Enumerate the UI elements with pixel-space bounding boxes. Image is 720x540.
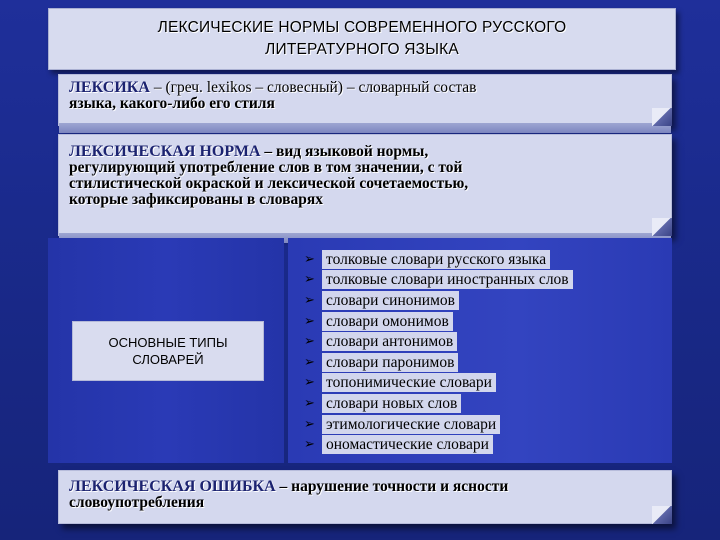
list-item: ➢ ономастические словари <box>304 434 573 455</box>
list-item: ➢ словари антонимов <box>304 331 573 352</box>
page-fold-corner <box>652 506 672 524</box>
lexical-norm-panel <box>58 134 672 236</box>
list-item: ➢ толковые словари русского языка <box>304 249 573 270</box>
list-item: ➢ словари омонимов <box>304 311 573 332</box>
lexical-error-line1: – нарушение точности и ясности <box>275 478 509 495</box>
list-item: ➢ словари новых слов <box>304 393 573 414</box>
lexical-error-definition <box>59 471 671 511</box>
lexical-norm-line1: – вид языковой нормы, <box>260 143 429 160</box>
arrow-right-icon: ➢ <box>304 354 315 370</box>
page-fold-corner <box>652 108 672 126</box>
dictionary-types-label-line1: ОСНОВНЫЕ ТИПЫ <box>108 335 228 350</box>
title-line-2: ЛИТЕРАТУРНОГО ЯЗЫКА <box>265 41 459 58</box>
lexika-def-line2: языка, какого-либо его стиля <box>69 95 275 112</box>
lexical-norm-line4: которые зафиксированы в словарях <box>69 191 323 208</box>
lexical-norm-term: ЛЕКСИЧЕСКАЯ НОРМА <box>69 143 261 160</box>
title-line-1: ЛЕКСИЧЕСКИЕ НОРМЫ СОВРЕМЕННОГО РУССКОГО <box>157 19 567 36</box>
arrow-right-icon: ➢ <box>304 334 315 350</box>
arrow-right-icon: ➢ <box>304 272 315 288</box>
lexical-error-panel <box>58 470 672 524</box>
dictionary-types-label <box>72 321 264 381</box>
list-item: ➢ этимологические словари <box>304 414 573 435</box>
list-item: ➢ толковые словари иностранных слов <box>304 270 573 291</box>
dictionary-types-label-line2: СЛОВАРЕЙ <box>132 352 204 367</box>
lexical-error-term: ЛЕКСИЧЕСКАЯ ОШИБКА <box>69 478 276 495</box>
lexical-norm-definition <box>59 135 671 208</box>
arrow-right-icon: ➢ <box>304 251 315 267</box>
lexika-definition-panel <box>58 74 672 126</box>
lexika-definition <box>59 75 671 112</box>
lexical-norm-line2: регулирующий употребление слов в том значении, с той <box>69 159 463 176</box>
arrow-right-icon: ➢ <box>304 375 315 391</box>
lexical-norm-line3: стилистической окраской и лексической сочетаемостью, <box>69 175 469 192</box>
arrow-right-icon: ➢ <box>304 437 315 453</box>
lexika-def-line1: – (греч. lexikos – словесный) – словарный состав <box>149 79 477 96</box>
list-item: ➢ словари синонимов <box>304 290 573 311</box>
title-box <box>48 8 676 70</box>
page-fold-corner <box>652 218 672 236</box>
lexika-term: ЛЕКСИКА <box>69 79 150 96</box>
list-item: ➢ топонимические словари <box>304 373 573 394</box>
panel-ribbon <box>59 123 671 133</box>
list-item: ➢ словари паронимов <box>304 352 573 373</box>
arrow-right-icon: ➢ <box>304 395 315 411</box>
arrow-right-icon: ➢ <box>304 416 315 432</box>
arrow-right-icon: ➢ <box>304 292 315 308</box>
dictionary-types-list <box>304 249 573 455</box>
arrow-right-icon: ➢ <box>304 313 315 329</box>
lexical-error-line2: словоупотребления <box>69 494 205 511</box>
